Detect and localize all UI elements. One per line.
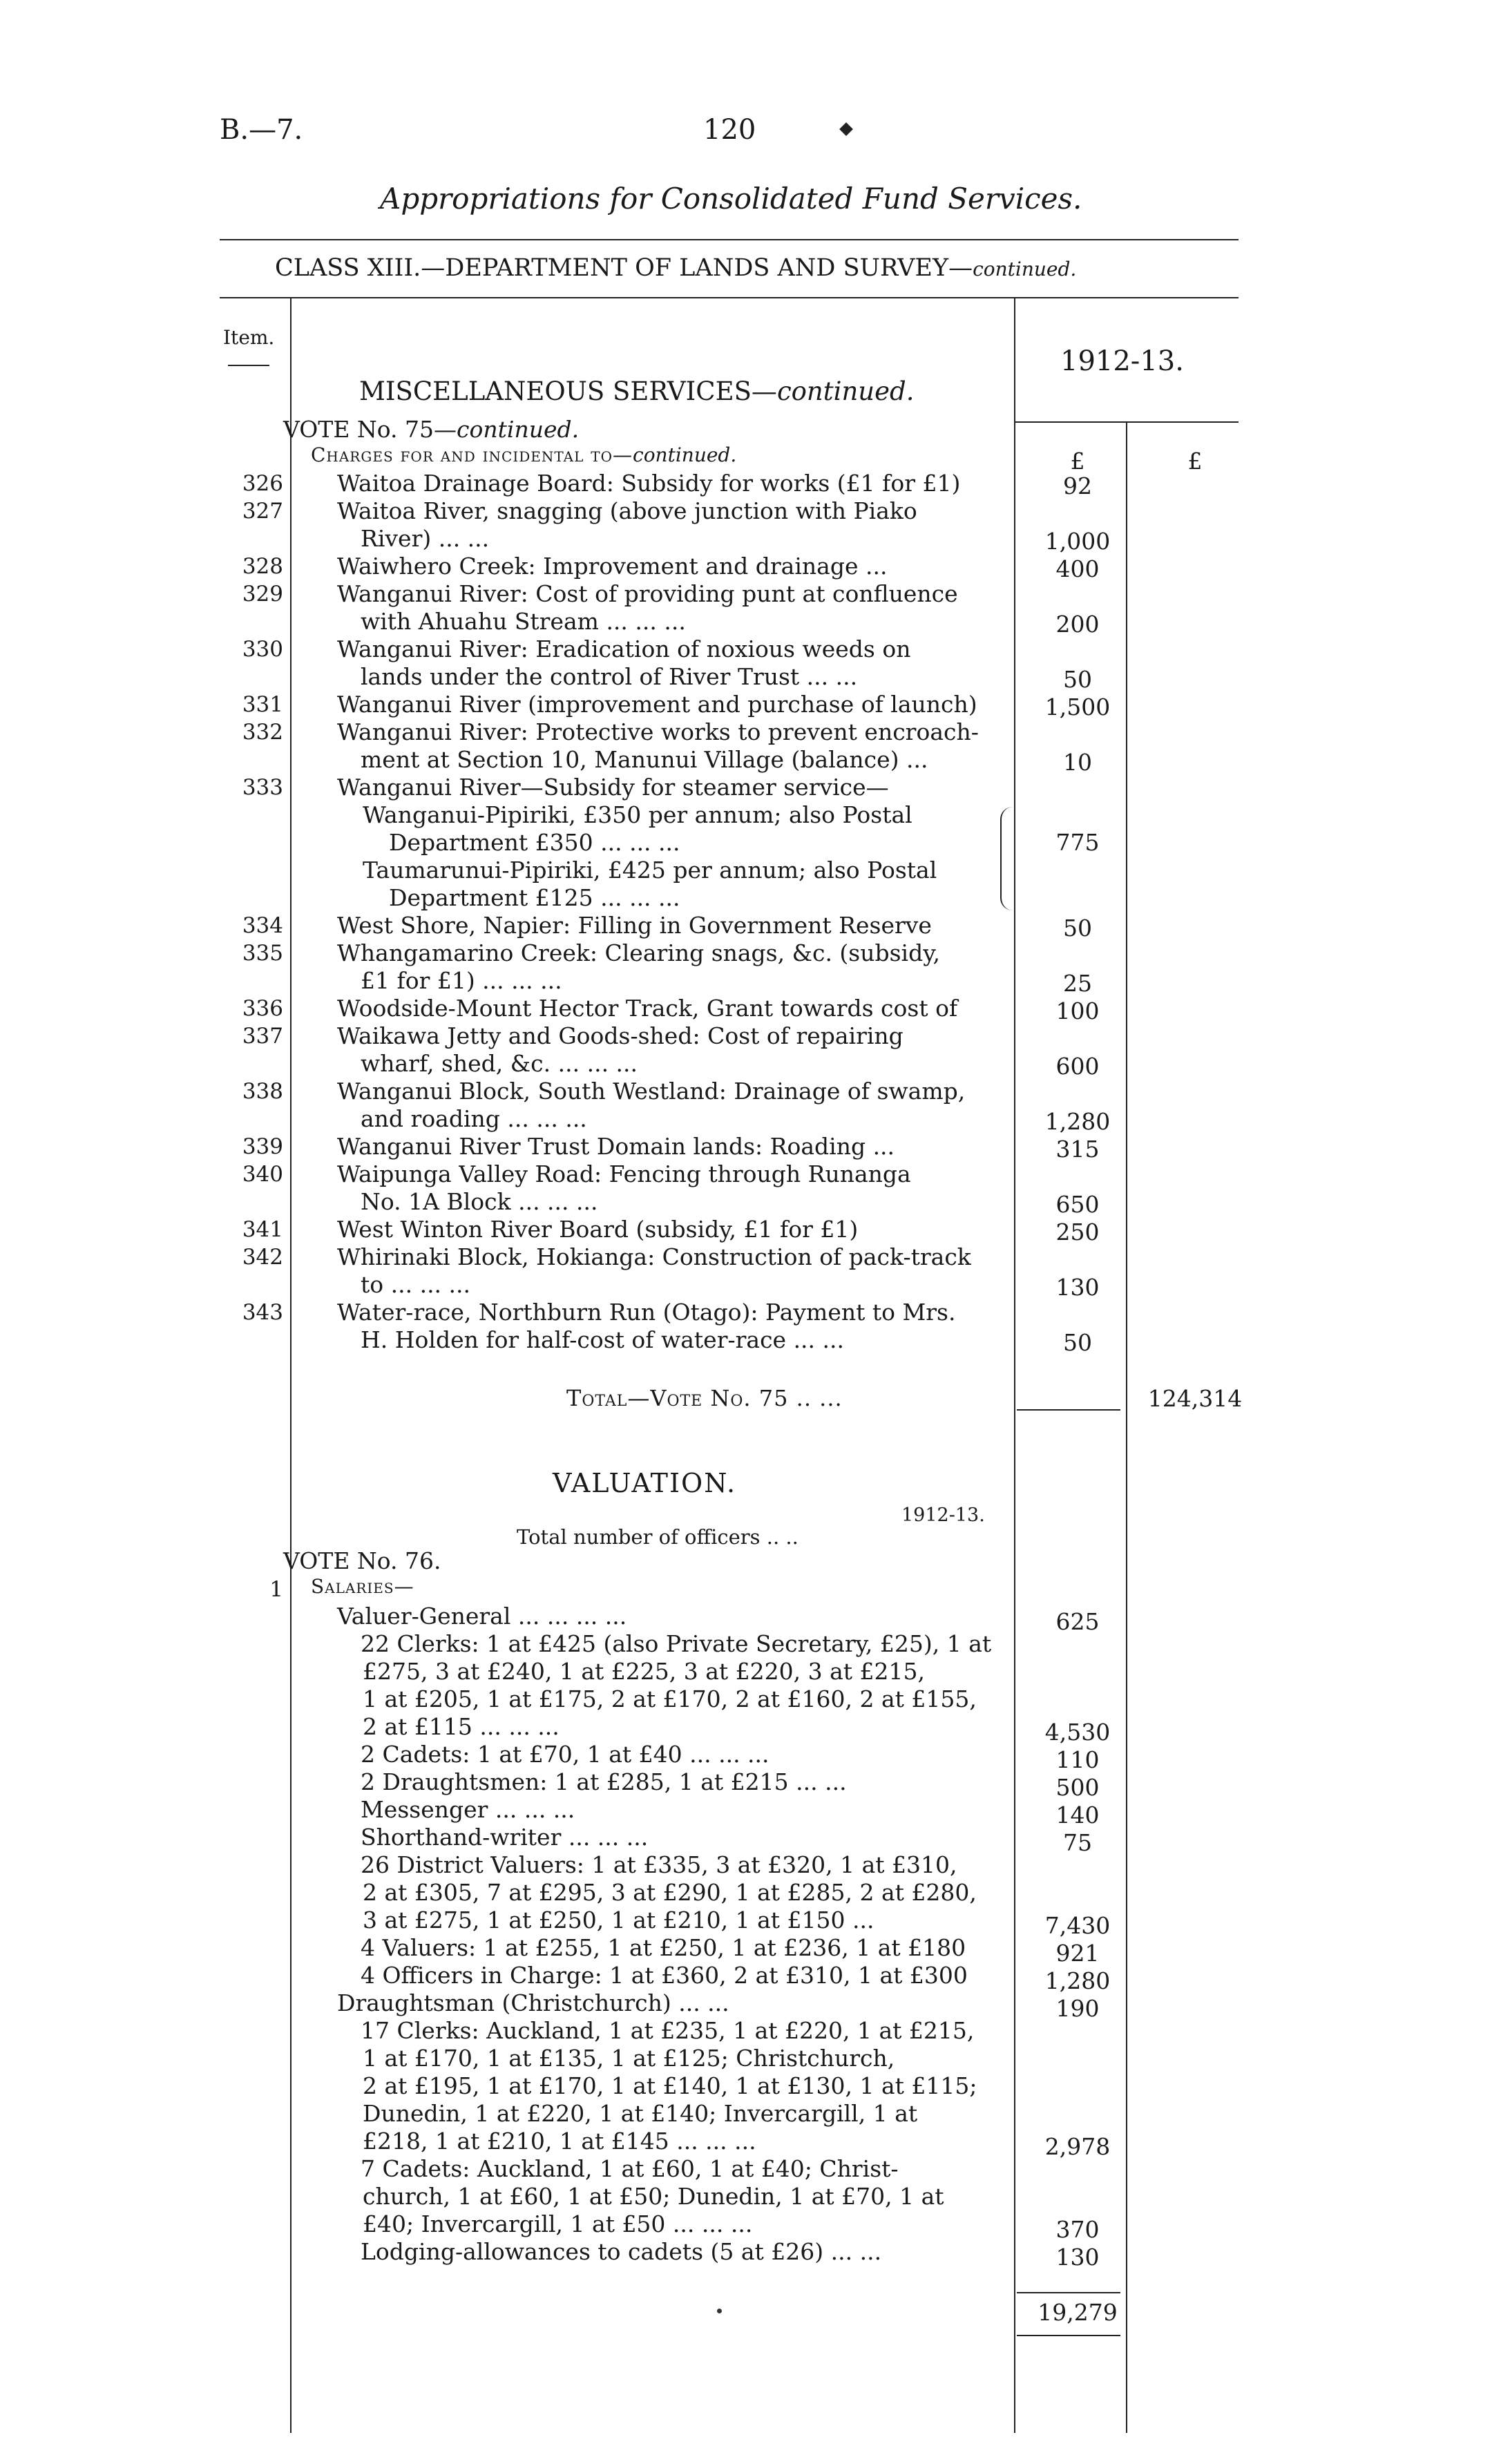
salary-description-line: Valuer-General ... ... ... ...: [337, 1603, 627, 1630]
misc-item-amount: 1,500: [1044, 694, 1111, 720]
salary-description-line: 7 Cadets: Auckland, 1 at £60, 1 at £40; Christ-: [361, 2155, 899, 2182]
misc-item-amount: 775: [1055, 829, 1100, 856]
page-title: Appropriations for Consolidated Fund Services.: [380, 182, 1082, 216]
salary-description-line: 1 at £170, 1 at £135, 1 at £125; Christchurch,: [363, 2045, 895, 2072]
misc-item-number: 332: [242, 720, 283, 745]
valuation-subtotal-amount: 19,279: [1038, 2299, 1118, 2326]
misc-item-number: 338: [242, 1079, 283, 1104]
misc-item-amount: 200: [1055, 611, 1100, 638]
vote-75-text: VOTE No. 75—: [283, 416, 457, 443]
misc-item-description-line: Wanganui River—Subsidy for steamer service—: [337, 774, 889, 801]
misc-item-amount: 600: [1055, 1053, 1100, 1080]
misc-item-description-line: to ... ... ...: [361, 1271, 471, 1298]
misc-item-description-line: West Winton River Board (subsidy, £1 for £1): [337, 1216, 859, 1243]
misc-item-description-line: Wanganui River: Eradication of noxious weeds on: [337, 636, 911, 662]
salary-amount: 2,978: [1044, 2133, 1111, 2160]
salaries-item-number: 1: [269, 1577, 283, 1602]
class-heading: [275, 254, 1076, 282]
salary-amount: 370: [1055, 2216, 1100, 2243]
class-heading-text: CLASS XIII.—DEPARTMENT OF LANDS AND SURVEY—: [275, 254, 973, 282]
misc-item-description-line: Waikawa Jetty and Goods-shed: Cost of repairing: [337, 1022, 904, 1049]
misc-item-number: 335: [242, 941, 283, 966]
salary-description-line: 2 at £115 ... ... ...: [363, 1713, 560, 1740]
total-column-divider: [1126, 423, 1127, 2433]
title-rule: [220, 239, 1239, 240]
report-reference: B.—7.: [220, 114, 303, 146]
salary-amount: 921: [1055, 1940, 1100, 1967]
valuation-officers-year: 1912-13.: [901, 1505, 985, 1526]
salary-description-line: £40; Invercargill, 1 at £50 ... ... ...: [363, 2210, 753, 2237]
misc-item-description-line: Wanganui Block, South Westland: Drainage of swamp,: [337, 1078, 966, 1105]
misc-item-description-line: ment at Section 10, Manunui Village (balance) ...: [361, 746, 928, 773]
misc-item-number: 333: [242, 775, 283, 800]
year-header-rule: [1014, 421, 1239, 423]
misc-item-amount: 10: [1063, 749, 1092, 776]
salary-description-line: 2 Draughtsmen: 1 at £285, 1 at £215 ... ...: [361, 1768, 847, 1795]
ornament-mark: [839, 122, 853, 136]
salary-amount: 625: [1055, 1608, 1100, 1635]
salary-description-line: 3 at £275, 1 at £250, 1 at £210, 1 at £150 ...: [363, 1907, 874, 1933]
misc-item-number: 327: [242, 499, 283, 524]
salary-description-line: 4 Officers in Charge: 1 at £360, 2 at £310, 1 at £300: [361, 1962, 968, 1989]
salary-description-line: Lodging-allowances to cadets (5 at £26) ... ...: [361, 2238, 882, 2265]
misc-heading: [359, 376, 914, 406]
charges-text: Charges for and incidental to—: [311, 443, 633, 466]
misc-item-amount: 1,280: [1044, 1108, 1111, 1135]
charges-heading: [311, 443, 736, 466]
salary-description-line: Shorthand-writer ... ... ...: [361, 1824, 649, 1851]
misc-item-amount: 650: [1055, 1191, 1100, 1218]
misc-item-number: 329: [242, 582, 283, 607]
charges-continued: continued.: [633, 443, 737, 466]
misc-item-number: 342: [242, 1245, 283, 1270]
vote-75-continued: continued.: [457, 416, 580, 443]
misc-item-description-line: West Shore, Napier: Filling in Government Reserve: [337, 912, 932, 939]
pound-sign-column-1: £: [1070, 448, 1085, 475]
salary-description-line: 17 Clerks: Auckland, 1 at £235, 1 at £220, 1 at £215,: [361, 2017, 975, 2044]
misc-heading-text: MISCELLANEOUS SERVICES—: [359, 376, 777, 406]
misc-item-description-line: H. Holden for half-cost of water-race ... ...: [361, 1326, 844, 1353]
vote-76-heading: VOTE No. 76.: [283, 1547, 441, 1574]
misc-item-amount: 100: [1055, 997, 1100, 1024]
pound-sign-column-2: £: [1187, 448, 1203, 475]
misc-item-amount: 1,000: [1044, 528, 1111, 555]
salaries-heading: Salaries—: [311, 1575, 414, 1598]
salary-description-line: church, 1 at £60, 1 at £50; Dunedin, 1 at £70, 1 at: [363, 2183, 944, 2210]
salary-description-line: 22 Clerks: 1 at £425 (also Private Secretary, £25), 1 at: [361, 1630, 992, 1657]
salary-amount: 1,280: [1044, 1967, 1111, 1994]
misc-item-number: 336: [242, 996, 283, 1021]
item-column-divider: [290, 298, 291, 2433]
item-column-header: Item.: [223, 326, 275, 349]
misc-item-description-line: Wanganui-Pipiriki, £350 per annum; also Postal: [363, 801, 912, 828]
misc-item-number: 341: [242, 1217, 283, 1242]
salary-amount: 4,530: [1044, 1719, 1111, 1746]
salary-description-line: 1 at £205, 1 at £175, 2 at £170, 2 at £160, 2 at £155,: [363, 1685, 977, 1712]
misc-item-description-line: Waipunga Valley Road: Fencing through Runanga: [337, 1161, 911, 1187]
salary-amount: 190: [1055, 1995, 1100, 2022]
vote-75-total-rule: [1017, 1409, 1120, 1411]
salary-description-line: £218, 1 at £210, 1 at £145 ... ... ...: [363, 2128, 756, 2155]
misc-item-number: 339: [242, 1134, 283, 1159]
salary-description-line: 4 Valuers: 1 at £255, 1 at £250, 1 at £236, 1 at £180: [361, 1934, 966, 1961]
vote-75-heading: [283, 416, 579, 443]
misc-item-description-line: Wanganui River: Cost of providing punt at confluence: [337, 580, 958, 607]
misc-item-amount: 250: [1055, 1219, 1100, 1245]
misc-item-description-line: Department £125 ... ... ...: [389, 884, 680, 911]
misc-item-number: 330: [242, 637, 283, 662]
misc-item-description-line: and roading ... ... ...: [361, 1105, 587, 1132]
misc-item-description-line: Waiwhero Creek: Improvement and drainage ...: [337, 553, 888, 580]
misc-item-amount: 25: [1063, 970, 1092, 997]
misc-item-description-line: lands under the control of River Trust ... ...: [361, 663, 858, 690]
salary-description-line: 2 Cadets: 1 at £70, 1 at £40 ... ... ...: [361, 1741, 769, 1768]
misc-item-amount: 315: [1055, 1136, 1100, 1163]
misc-item-amount: 50: [1063, 915, 1092, 942]
misc-item-description-line: Waitoa River, snagging (above junction with Piako: [337, 497, 917, 524]
misc-item-amount: 50: [1063, 666, 1092, 693]
misc-heading-continued: continued.: [776, 376, 915, 406]
valuation-subtotal-bottom-rule: [1017, 2335, 1120, 2336]
misc-item-number: 337: [242, 1024, 283, 1049]
salary-amount: 500: [1055, 1774, 1100, 1801]
bottom-dot: [717, 2309, 722, 2313]
misc-item-description-line: Wanganui River: Protective works to prevent encroach-: [337, 718, 979, 745]
class-rule: [220, 297, 1239, 298]
vote-75-total-amount: 124,314: [1147, 1385, 1243, 1412]
page-number: 120: [703, 114, 756, 146]
valuation-subtotal-rule: [1017, 2292, 1120, 2293]
misc-item-number: 328: [242, 554, 283, 579]
salary-description-line: £275, 3 at £240, 1 at £225, 3 at £220, 3 at £215,: [363, 1658, 925, 1685]
salary-description-line: 2 at £305, 7 at £295, 3 at £290, 1 at £285, 2 at £280,: [363, 1879, 977, 1906]
misc-item-description-line: Whangamarino Creek: Clearing snags, &c. (subsidy,: [337, 939, 940, 966]
salary-amount: 140: [1055, 1802, 1100, 1828]
misc-item-number: 331: [242, 692, 283, 717]
valuation-heading: VALUATION.: [553, 1468, 737, 1498]
misc-item-description-line: Whirinaki Block, Hokianga: Construction of pack-track: [337, 1243, 971, 1270]
misc-item-amount: 50: [1063, 1329, 1092, 1356]
misc-item-amount: 92: [1063, 472, 1092, 499]
misc-item-description-line: wharf, shed, &c. ... ... ...: [361, 1050, 638, 1077]
salary-description-line: 2 at £195, 1 at £170, 1 at £140, 1 at £130, 1 at £115;: [363, 2072, 977, 2099]
valuation-officers-label: Total number of officers .. ..: [517, 1525, 799, 1549]
salary-description-line: Draughtsman (Christchurch) ... ...: [337, 1989, 729, 2016]
salary-amount: 110: [1055, 1746, 1100, 1773]
misc-item-description-line: Taumarunui-Pipiriki, £425 per annum; also Postal: [363, 857, 937, 884]
misc-item-amount: 400: [1055, 555, 1100, 582]
misc-item-description-line: Water-race, Northburn Run (Otago): Payment to Mrs.: [337, 1299, 956, 1326]
misc-item-number: 340: [242, 1162, 283, 1187]
misc-item-number: 343: [242, 1300, 283, 1325]
misc-item-description-line: with Ahuahu Stream ... ... ...: [361, 608, 686, 635]
vote-75-total-label: Total—Vote No. 75 .. ...: [566, 1385, 843, 1411]
misc-item-description-line: Wanganui River (improvement and purchase of launch): [337, 691, 977, 718]
salary-amount: 75: [1063, 1829, 1092, 1856]
misc-item-description-line: Wanganui River Trust Domain lands: Roading ...: [337, 1133, 895, 1160]
misc-item-description-line: Waitoa Drainage Board: Subsidy for works (£1 for £1): [337, 470, 961, 497]
salary-description-line: Dunedin, 1 at £220, 1 at £140; Invercargill, 1 at: [363, 2100, 918, 2127]
salary-amount: 7,430: [1044, 1912, 1111, 1939]
misc-item-description-line: River) ... ...: [361, 525, 490, 552]
misc-item-description-line: £1 for £1) ... ... ...: [361, 967, 562, 994]
salary-amount: 130: [1055, 2244, 1100, 2271]
misc-item-number: 326: [242, 471, 283, 496]
salary-description-line: Messenger ... ... ...: [361, 1796, 575, 1823]
misc-item-amount: 130: [1055, 1274, 1100, 1301]
misc-item-description-line: Department £350 ... ... ...: [389, 829, 680, 856]
brace-333: [1000, 807, 1015, 910]
salary-description-line: 26 District Valuers: 1 at £335, 3 at £320, 1 at £310,: [361, 1851, 957, 1878]
misc-item-description-line: No. 1A Block ... ... ...: [361, 1188, 598, 1215]
item-header-rule: [228, 365, 269, 366]
misc-item-description-line: Woodside-Mount Hector Track, Grant towards cost of: [337, 995, 958, 1022]
class-heading-continued: continued.: [973, 258, 1077, 280]
misc-item-number: 334: [242, 913, 283, 938]
year-column-header: 1912-13.: [1060, 345, 1184, 377]
